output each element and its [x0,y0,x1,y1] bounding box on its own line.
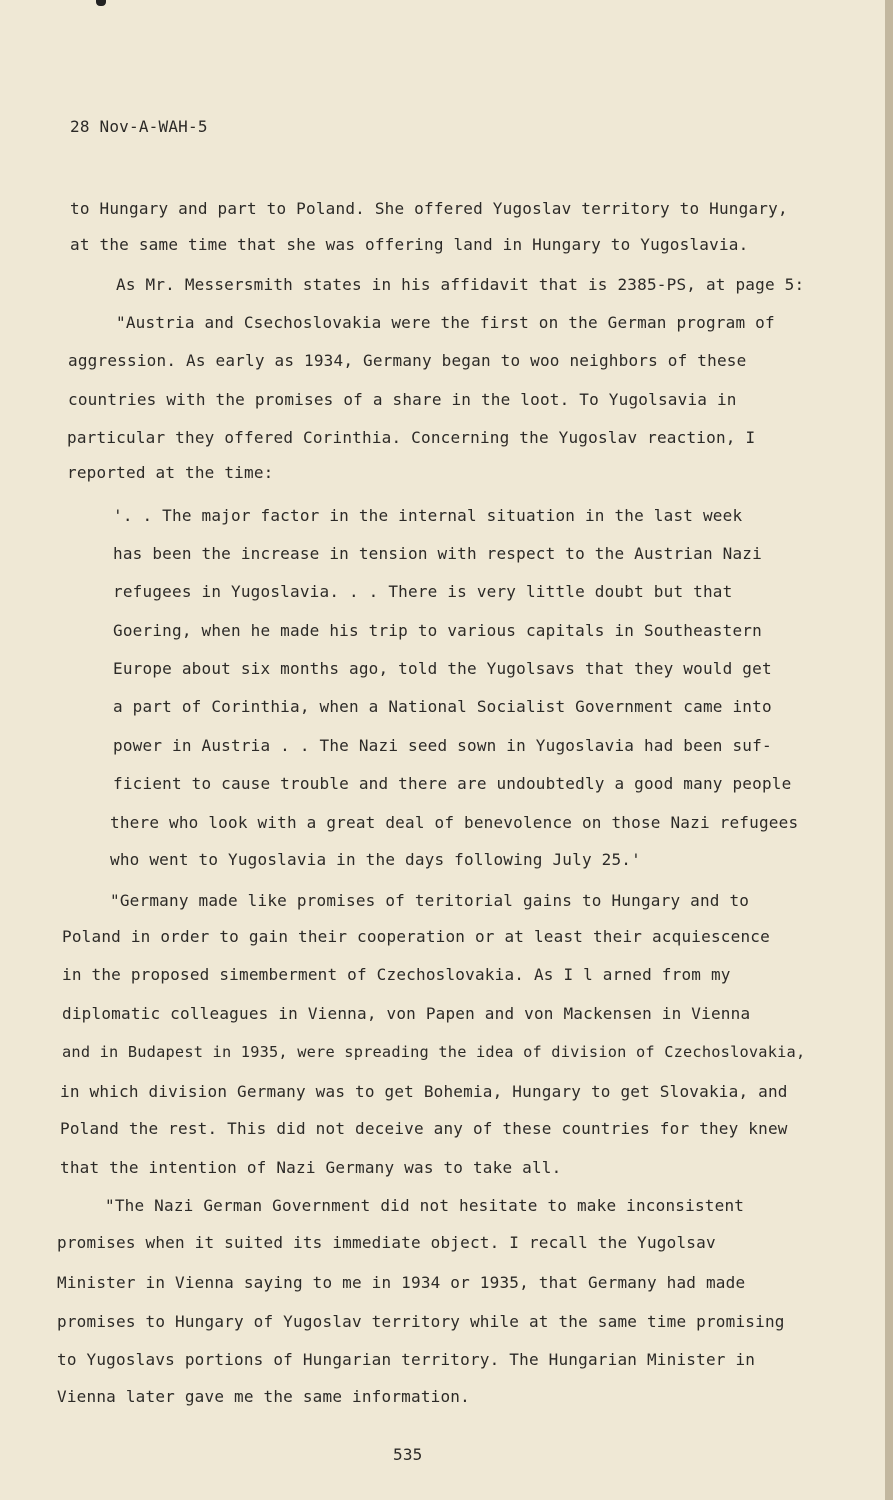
text-line: reported at the time: [67,463,274,482]
text-line: aggression. As early as 1934, Germany began to woo neighbors of these [68,351,747,370]
page-number: 535 [393,1445,423,1464]
quote-line: power in Austria . . The Nazi seed sown in Yugoslavia had been suf- [113,736,772,755]
text-line: "The Nazi German Government did not hesitate to make inconsistent [105,1196,745,1215]
text-line: As Mr. Messersmith states in his affidavit that is 2385-PS, at page 5: [116,275,805,294]
text-line: countries with the promises of a share in the loot. To Yugolsavia in [68,390,737,409]
text-line: diplomatic colleagues in Vienna, von Papen and von Mackensen in Vienna [62,1004,751,1023]
text-line: to Hungary and part to Poland. She offered Yugoslav territory to Hungary, [70,199,788,218]
quote-line: Europe about six months ago, told the Yugolsavs that they would get [113,659,772,678]
text-line: particular they offered Corinthia. Concerning the Yugoslav reaction, I [67,428,756,447]
text-line: that the intention of Nazi Germany was to take all. [60,1158,562,1177]
quote-line: '. . The major factor in the internal situation in the last week [113,506,743,525]
quote-line: refugees in Yugoslavia. . . There is very little doubt but that [113,582,733,601]
text-line: and in Budapest in 1935, were spreading the idea of division of Czechoslovakia, [62,1043,806,1061]
quote-line: there who look with a great deal of benevolence on those Nazi refugees [110,813,799,832]
text-line: at the same time that she was offering land in Hungary to Yugoslavia. [70,235,749,254]
text-line: to Yugoslavs portions of Hungarian territory. The Hungarian Minister in [57,1350,756,1369]
text-line: in the proposed simemberment of Czechoslovakia. As I l arned from my [62,965,731,984]
text-line: Poland the rest. This did not deceive any of these countries for they knew [60,1119,788,1138]
punch-hole-mark [96,0,106,6]
quote-line: has been the increase in tension with respect to the Austrian Nazi [113,544,762,563]
text-line: Vienna later gave me the same information. [57,1387,470,1406]
text-line: Poland in order to gain their cooperation or at least their acquiescence [62,927,770,946]
page-header: 28 Nov-A-WAH-5 [70,117,208,136]
text-line: Minister in Vienna saying to me in 1934 or 1935, that Germany had made [57,1273,746,1292]
text-line: "Austria and Csechoslovakia were the first on the German program of [116,313,775,332]
quote-line: who went to Yugoslavia in the days following July 25.' [110,850,641,869]
quote-line: ficient to cause trouble and there are undoubtedly a good many people [113,774,792,793]
text-line: "Germany made like promises of teritorial gains to Hungary and to [110,891,750,910]
quote-line: Goering, when he made his trip to various capitals in Southeastern [113,621,762,640]
text-line: promises when it suited its immediate object. I recall the Yugolsav [57,1233,716,1252]
text-line: promises to Hungary of Yugoslav territory while at the same time promising [57,1312,785,1331]
text-line: in which division Germany was to get Bohemia, Hungary to get Slovakia, and [60,1082,788,1101]
quote-line: a part of Corinthia, when a National Socialist Government came into [113,697,772,716]
